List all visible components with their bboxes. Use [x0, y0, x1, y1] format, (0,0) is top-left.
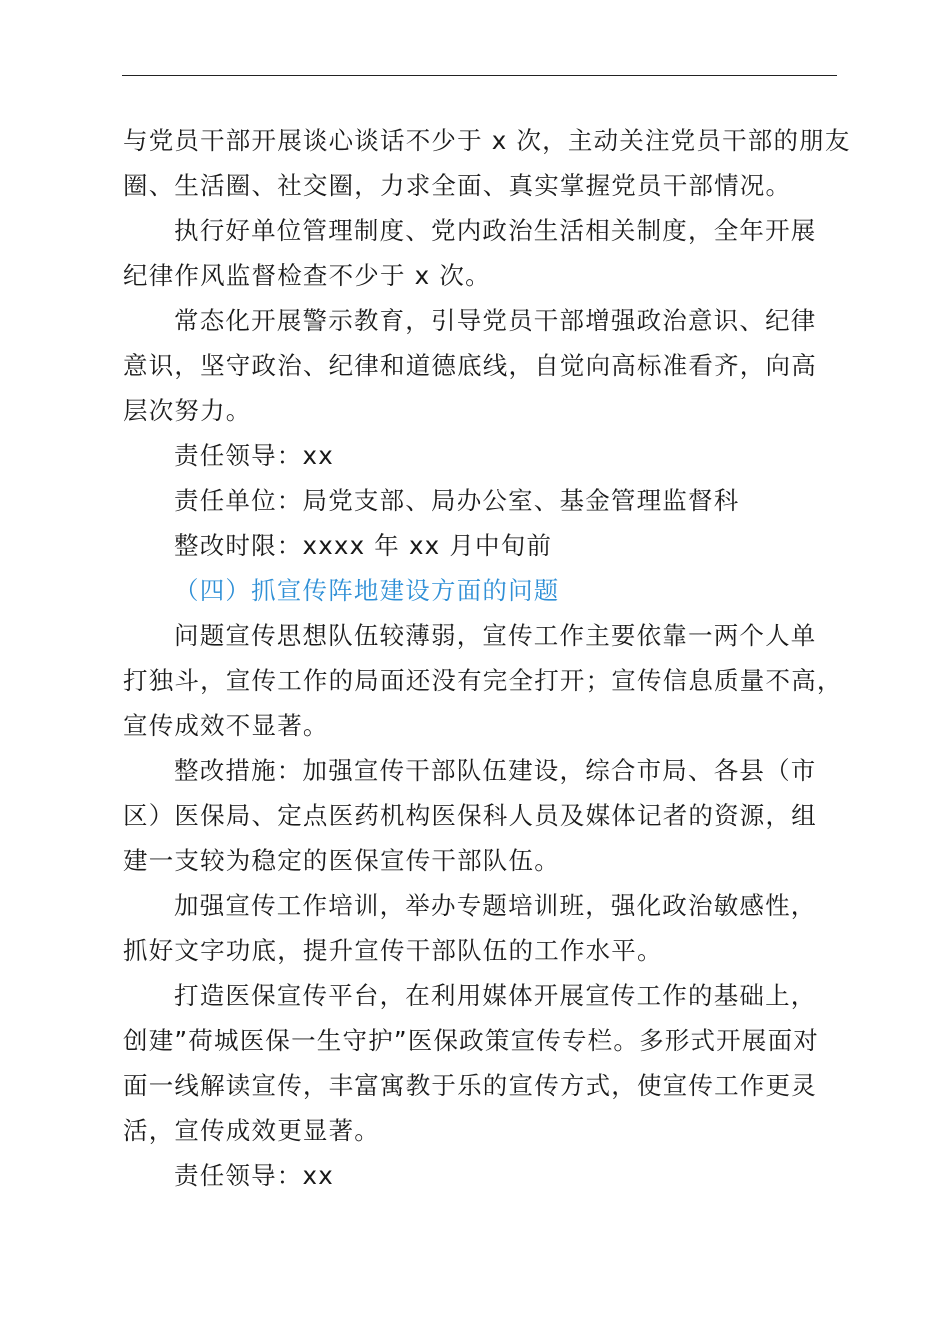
paragraph-line: 活，宣传成效更显著。: [123, 1116, 380, 1145]
paragraph-line: 面一线解读宣传，丰富寓教于乐的宣传方式，使宣传工作更灵: [123, 1071, 817, 1100]
paragraph-line: 区）医保局、定点医药机构医保科人员及媒体记者的资源，组: [123, 801, 817, 830]
paragraph-line: 整改措施：加强宣传干部队伍建设，综合市局、各县（市: [174, 756, 817, 785]
rectification-deadline: 整改时限：xxxx 年 xx 月中旬前: [174, 531, 553, 560]
document-body: [123, 118, 868, 1198]
paragraph-line: 抓好文字功底，提升宣传干部队伍的工作水平。: [123, 936, 663, 965]
paragraph-line: 常态化开展警示教育，引导党员干部增强政治意识、纪律: [174, 306, 817, 335]
paragraph-line: 执行好单位管理制度、党内政治生活相关制度，全年开展: [174, 216, 817, 245]
paragraph-line: 问题宣传思想队伍较薄弱，宣传工作主要依靠一两个人单: [174, 621, 817, 650]
paragraph-line: 与党员干部开展谈心谈话不少于 x 次，主动关注党员干部的朋友: [123, 126, 851, 155]
paragraph-line: 打独斗，宣传工作的局面还没有完全打开；宣传信息质量不高，: [123, 666, 843, 695]
responsible-leader: 责任领导：xx: [174, 441, 334, 470]
header-rule: [122, 75, 837, 76]
paragraph-line: 宣传成效不显著。: [123, 711, 329, 740]
paragraph-line: 圈、生活圈、社交圈，力求全面、真实掌握党员干部情况。: [123, 171, 792, 200]
paragraph-line: 创建”荷城医保一生守护”医保政策宣传专栏。多形式开展面对: [123, 1026, 819, 1055]
paragraph-line: 意识，坚守政治、纪律和道德底线，自觉向高标准看齐，向高: [123, 351, 817, 380]
paragraph-line: 纪律作风监督检查不少于 x 次。: [123, 261, 491, 290]
paragraph-line: 建一支较为稳定的医保宣传干部队伍。: [123, 846, 560, 875]
paragraph-line: 打造医保宣传平台，在利用媒体开展宣传工作的基础上，: [174, 981, 817, 1010]
responsible-unit: 责任单位：局党支部、局办公室、基金管理监督科: [174, 486, 740, 515]
paragraph-line: 加强宣传工作培训，举办专题培训班，强化政治敏感性，: [174, 891, 817, 920]
responsible-leader: 责任领导：xx: [174, 1161, 334, 1190]
paragraph-line: 层次努力。: [123, 396, 252, 425]
section-heading: （四）抓宣传阵地建设方面的问题: [174, 576, 560, 605]
